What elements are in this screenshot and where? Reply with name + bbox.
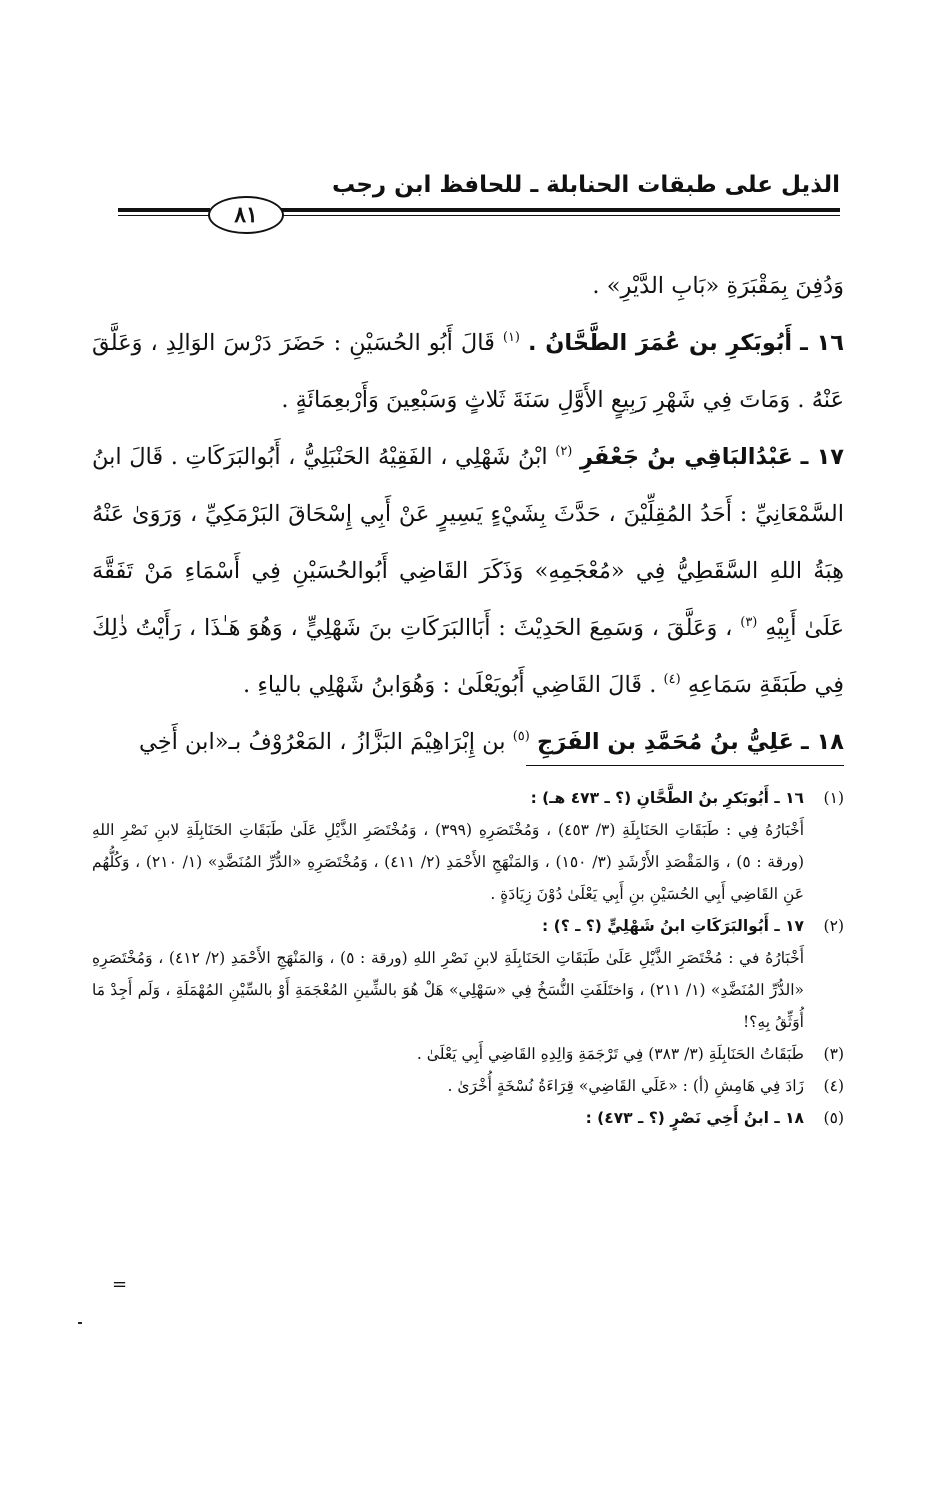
entry-name: عَلِيُّ بنُ مُحَمَّدِ بن الفَرَجِ <box>537 729 794 755</box>
footnote-text: طَبَقَاتُ الحَنَابِلَةِ (٣/ ٣٨٣) فِي تَرْجَمَةِ وَالِدِهِ القَاضِي أَبِي يَعْلَىٰ . <box>416 1045 804 1063</box>
footnote-ref[interactable]: (٣) <box>740 615 758 630</box>
entry-number: ١٨ ـ <box>801 729 844 755</box>
footnote-number: (٢) <box>823 917 844 935</box>
header-rule-thick <box>280 208 840 212</box>
page-number: ٨١ <box>208 196 284 234</box>
footnote-1 <box>92 782 844 910</box>
entry-text: ابْنُ شَهْلِي ، الفَقِيْهُ الحَنْبَلِيُّ ، أَبُوالبَرَكَاتِ . قَالَ ابنُ السَّمْعَانِيِّ : أَحَدُ المُقِلِّيْنَ ، حَدَّثَ بِشَيْءٍ يَسِيرٍ عَنْ أَبِي إِسْحَاقَ البَرْمَكِيِّ ، وَرَوَىٰ عَنْهُ هِبَةُ اللهِ السَّقَطِيُّ فِي «مُعْجَمِهِ» وَذَكَرَ القَاضِي أَبُوالحُسَيْنِ فِي أَسْمَاءِ مَنْ تَفَقَّهَ عَلَىٰ أَبِيْهِ <box>92 444 844 641</box>
entry-text: ، وَعَلَّقَ ، وَسَمِعَ الحَدِيْثَ : أَبَاالبَرَكَاتِ بنَ شَهْلِيٍّ ، وَهُوَ هَـٰذَا ، رَأَيْتُ ذٰلِكَ فِي طَبَقَةِ سَمَاعِهِ <box>92 615 844 698</box>
entry-18 <box>92 714 844 771</box>
entry-name: عَبْدُالبَاقِي بنُ جَعْفَرِ <box>579 444 794 470</box>
main-text <box>92 258 844 771</box>
header-rule-thin <box>280 215 840 216</box>
footnote-number: (١) <box>823 789 844 807</box>
footnote-number: (٤) <box>823 1077 844 1095</box>
entry-17 <box>92 429 844 714</box>
entry-text: قَالَ أَبُو الحُسَيْنِ : حَضَرَ دَرْسَ الوَالِدِ ، وَعَلَّقَ عَنْهُ . وَمَاتَ فِي شَهْرِ رَبِيعٍ الأَوَّلِ سَنَةَ ثَلاثٍ وَسَبْعِينَ وَأَرْبعِمَائَةٍ . <box>92 330 844 413</box>
footnote-ref[interactable]: (١) <box>502 330 520 345</box>
entry-text: بن إِبْرَاهِيْمَ البَزَّازُ ، المَعْرُوْفُ بـ«ابن أَخِي <box>138 729 506 755</box>
footnote-body: أَخْبَارُهُ في : مُخْتَصَرِ الذَّيْلِ عَلَىٰ طَبَقَاتِ الحَنَابِلَةِ لابنِ نَصْرِ اللهِ (ورقة : ٥) ، وَالمَنْهَجِ الأَحْمَدِ (٢/ ٤١٢) ، وَمُخْتَصَرِهِ «الدُّرِّ المُنَضَّدِ» (١/ ٢١١) ، وَاختَلَفَتِ النُّسَخُ فِي «سَهْلِي» هَلْ هُوَ بالشِّينِ المُعْجَمَةِ أَوْ بالسِّيْنِ المُهْمَلَةِ ، وَلَم أَجِدْ مَا أُوَثِّقُ بِهِ؟! <box>92 949 805 1031</box>
entry-number: ١٦ ـ <box>800 330 844 356</box>
scan-speck <box>78 1322 82 1324</box>
entry-text: . قَالَ القَاضِي أَبُويَعْلَىٰ : وَهُوَابنُ شَهْلِي بالياءِ . <box>243 672 657 698</box>
header-rule-left-thick <box>118 208 210 212</box>
footnote-4 <box>92 1070 844 1102</box>
entry-16 <box>92 315 844 429</box>
footnote-heading: ١٨ ـ ابنُ أَخِي نَصْرٍ (؟ ـ ٤٧٣) : <box>585 1109 804 1127</box>
paragraph-burial: وَدُفِنَ بِمَقْبَرَةِ «بَابِ الدَّيْرِ» . <box>592 273 844 299</box>
footnote-ref[interactable]: (٤) <box>663 672 681 687</box>
footnote-2 <box>92 910 844 1038</box>
footnote-body: أَخْبَارُهُ فِي : طَبَقَاتِ الحَنَابِلَةِ (٣/ ٤٥٣) ، وَمُخْتَصَرِهِ (٣٩٩) ، وَمُخْتَصَرِ الذَّيْلِ عَلَىٰ طَبَقَاتِ الحَنَابِلَةِ لابنِ نَصْرِ اللهِ (ورقة : ٥) ، وَالمَقْصَدِ الأَرْشَدِ (٣/ ١٥٠) ، وَالمَنْهَجِ الأَحْمَدِ (٢/ ٤١١) ، وَمُخْتَصَرِهِ «الدُّرِّ المُنَضَّدِ» (١/ ٢١٠) ، وَكُلُّهُم عَنِ القَاضِي أَبِي الحُسَيْنِ بنِ أَبِي يَعْلَىٰ دُوْنَ زِيَادَةٍ . <box>92 821 805 903</box>
footnote-ref[interactable]: (٥) <box>512 729 530 744</box>
footnote-text: زَادَ فِي هَامِشِ (أ) : «عَلَي القَاضِي» قِرَاءَةُ نُسْخَةٍ أُخْرَىٰ . <box>447 1077 804 1095</box>
footnote-3 <box>92 1038 844 1070</box>
header-rule-left-thin <box>118 215 210 216</box>
continuation-mark: = <box>112 1274 128 1295</box>
footnote-number: (٣) <box>823 1045 844 1063</box>
entry-name: أَبُوبَكرِ بن عُمَرَ الطَّحَّانُ . <box>528 330 793 356</box>
running-title: الذيل على طبقات الحنابلة ـ للحافظ ابن رجب <box>331 172 840 198</box>
footnote-separator <box>526 765 844 766</box>
footnote-5 <box>92 1102 844 1134</box>
footnote-ref[interactable]: (٢) <box>555 444 573 459</box>
page-header <box>110 168 840 238</box>
footnote-heading: ١٧ ـ أَبُوالبَرَكَاتِ ابنُ شَهْلِيٍّ (؟ ـ ؟) : <box>542 917 804 935</box>
entry-number: ١٧ ـ <box>800 444 845 470</box>
footnote-number: (٥) <box>823 1109 844 1127</box>
footnote-heading: ١٦ ـ أَبُوبَكرِ بنُ الطَّحَّانِ (؟ ـ ٤٧٣ هـ) : <box>530 789 804 807</box>
footnotes <box>92 782 844 1134</box>
